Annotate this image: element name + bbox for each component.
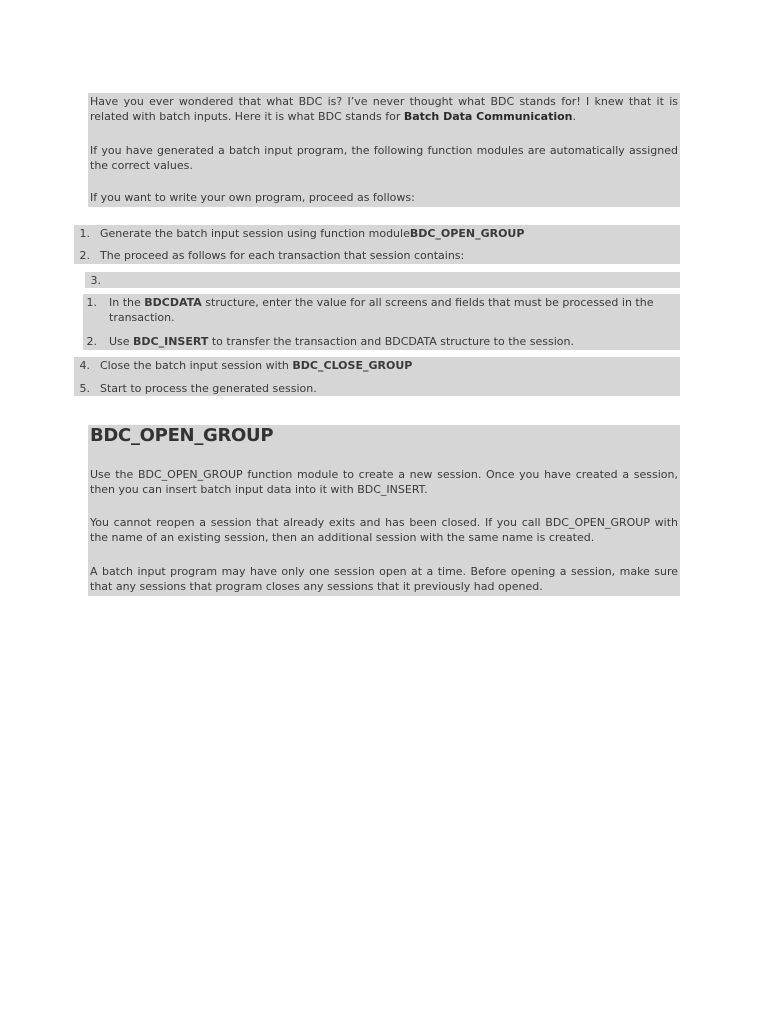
- list-number: 5.: [79, 382, 90, 395]
- substeps-block: 1. In the BDCDATA structure, enter the value for all screens and fields that must be processed in the transaction. 2. Use BDC_INSERT to transfer the transaction and BDCDATA structure to the session.: [83, 294, 680, 350]
- step3-block: [85, 272, 680, 288]
- intro-block: [88, 93, 680, 207]
- steps-block: 1. Generate the batch input session using function moduleBDC_OPEN_GROUP 2. The proceed as follows for each transaction that session contains:: [74, 225, 680, 264]
- function-name: BDC_INSERT: [133, 335, 209, 348]
- structure-name: BDCDATA: [144, 296, 202, 309]
- bdc-definition: Batch Data Communication: [403, 110, 573, 123]
- function-name: BDC_CLOSE_GROUP: [292, 359, 413, 372]
- section-paragraph-3: A batch input program may have only one session open at a time. Before opening a session, make sure that any sessions that program closes any sessions that it previously had opened.: [90, 565, 678, 593]
- steps2-block: 4. Close the batch input session with BDC_CLOSE_GROUP 5. Start to process the generated session.: [74, 357, 680, 396]
- list-number: 2.: [86, 335, 97, 348]
- intro-paragraph-1: Have you ever wondered that what BDC is? I’ve never thought what BDC stands for! I knew that it is related with batch inputs. Here it is what BDC stands for Batch Data Communication.: [90, 95, 678, 123]
- section-paragraph-2: You cannot reopen a session that already exits and has been closed. If you call BDC_OPEN_GROUP with the name of an existing session, then an additional session with the same name is created.: [90, 516, 678, 544]
- list-number: 1.: [79, 227, 90, 240]
- section-paragraph-1: Use the BDC_OPEN_GROUP function module to create a new session. Once you have created a session, then you can insert batch input data into it with BDC_INSERT.: [90, 468, 678, 496]
- section-title: BDC_OPEN_GROUP: [90, 425, 274, 446]
- list-number: 3.: [90, 274, 101, 287]
- list-number: 4.: [79, 359, 90, 372]
- section-block: [88, 425, 680, 596]
- intro-paragraph-2: If you have generated a batch input program, the following function modules are automatically assigned the correct values.: [90, 144, 678, 172]
- list-number: 2.: [79, 249, 90, 262]
- intro-paragraph-3: If you want to write your own program, proceed as follows:: [90, 191, 415, 204]
- function-name: BDC_OPEN_GROUP: [409, 227, 525, 240]
- list-number: 1.: [86, 296, 97, 309]
